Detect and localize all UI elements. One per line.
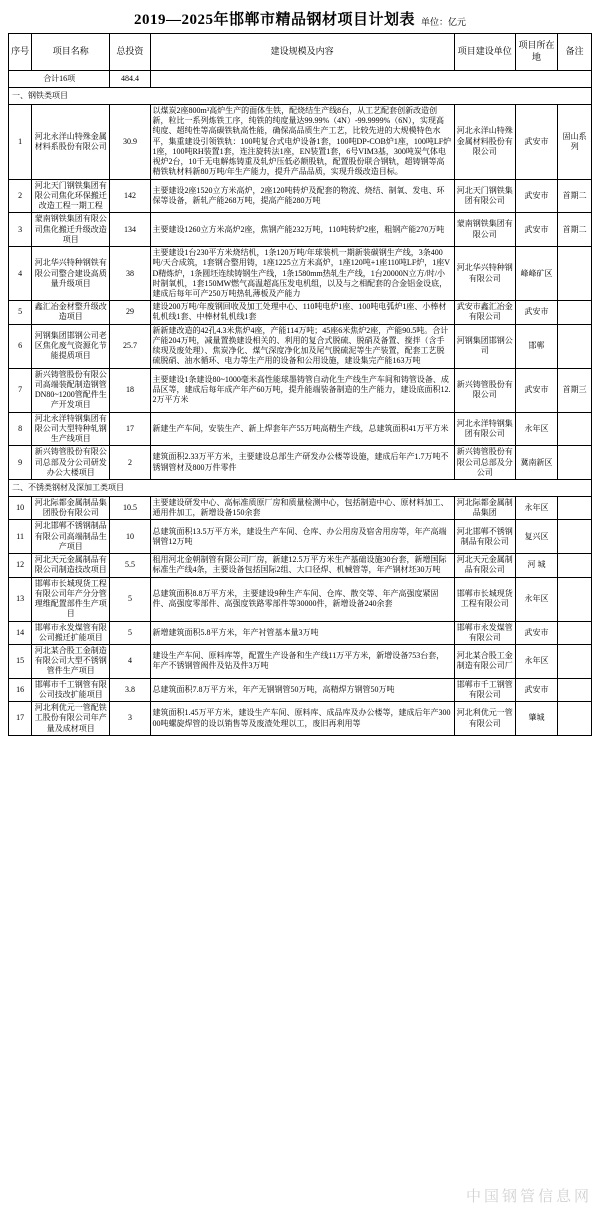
cell-org: 河北某合股工金制造有限公司厂 bbox=[454, 645, 515, 679]
cell-invest: 5 bbox=[110, 577, 150, 621]
cell-org: 河北邯郸不锈钢制品有限公司 bbox=[454, 520, 515, 554]
cell-note: 首期二 bbox=[558, 179, 592, 213]
cell-org: 河北永洋特钢集团有限公司 bbox=[454, 412, 515, 446]
cell-invest: 10.5 bbox=[110, 496, 150, 519]
cell-note bbox=[558, 577, 592, 621]
cell-invest: 30.9 bbox=[110, 105, 150, 180]
cell-org: 新兴铸管股份有限公司总部及分公司 bbox=[454, 446, 515, 480]
cell-desc: 总建筑面积13.5万平方米，建设生产车间、仓库、办公用房及宿舍用房等，年产高端钢管12万吨 bbox=[150, 520, 454, 554]
cell-desc: 新增建筑面积5.8平方米，年产衬管基本量3万吨 bbox=[150, 621, 454, 644]
table-row bbox=[9, 412, 592, 446]
cell-loc: 永年区 bbox=[515, 496, 557, 519]
table-row bbox=[9, 446, 592, 480]
plan-table bbox=[8, 33, 592, 736]
total-row bbox=[9, 71, 592, 88]
cell-no: 13 bbox=[9, 577, 32, 621]
cell-name: 邯郸市千工钢管有限公司技改扩能项目 bbox=[32, 678, 110, 701]
total-label: 合计16项 bbox=[9, 71, 110, 88]
table-row bbox=[9, 702, 592, 736]
page-title: 2019—2025年邯郸市精品钢材项目计划表 bbox=[133, 12, 415, 28]
section-row-1 bbox=[9, 479, 592, 496]
cell-loc: 永年区 bbox=[515, 412, 557, 446]
cell-note: 固山系列 bbox=[558, 105, 592, 180]
cell-note bbox=[558, 247, 592, 301]
cell-loc: 武安市 bbox=[515, 105, 557, 180]
cell-note bbox=[558, 412, 592, 446]
total-amount: 484.4 bbox=[110, 71, 150, 88]
cell-no: 7 bbox=[9, 368, 32, 412]
cell-desc: 总建筑面积8.8万平方米，主要建设9种生产车间、仓库、散交等、年产高强度紧固件、高强度零部件、高强度铁路零部件等30000件，新增设备240余套 bbox=[150, 577, 454, 621]
table-header-row bbox=[9, 34, 592, 71]
col-header-desc: 建设规模及内容 bbox=[150, 34, 454, 71]
cell-loc: 武安市 bbox=[515, 179, 557, 213]
cell-name: 河钢集团邯钢公司老区焦化废气资源化节能提质项目 bbox=[32, 324, 110, 368]
table-row bbox=[9, 577, 592, 621]
cell-note bbox=[558, 496, 592, 519]
cell-note bbox=[558, 702, 592, 736]
cell-loc: 冀南新区 bbox=[515, 446, 557, 480]
cell-desc: 新新建改造的42孔4.3米焦炉4座，产能114万吨；45座6米焦炉2座，产能90.5吨。合计产能204万吨，减量置换建设相关的、利用的复合式脱硫、脱硝及备置、搅拌（含手续现及废处理）、焦炭净化、煤气深度净化加及尾气脱硫泥等生产装置，配套工艺脱硫脱硝、油水循环、电力等生产用的设备和公用设施，建设集完产能163万吨 bbox=[150, 324, 454, 368]
table-row bbox=[9, 520, 592, 554]
cell-loc: 武安市 bbox=[515, 678, 557, 701]
col-header-org: 项目建设单位 bbox=[454, 34, 515, 71]
cell-no: 5 bbox=[9, 301, 32, 324]
cell-invest: 29 bbox=[110, 301, 150, 324]
cell-no: 14 bbox=[9, 621, 32, 644]
cell-name: 河北华兴特种钢铁有限公司整合建设高质量升级项目 bbox=[32, 247, 110, 301]
cell-name: 河北永洋山特殊金属材料系股份有限公司 bbox=[32, 105, 110, 180]
cell-no: 1 bbox=[9, 105, 32, 180]
cell-desc: 建筑面积1.45万平方米，建设生产车间、原料库、成品库及办公楼等，建成后年产30000吨螺旋焊管的设以销售等及废渣处理以工，废旧再利用等 bbox=[150, 702, 454, 736]
cell-note bbox=[558, 324, 592, 368]
cell-name: 河北天门钢铁集团有限公司焦化环保搬迁改造工程一期工程 bbox=[32, 179, 110, 213]
cell-invest: 5 bbox=[110, 621, 150, 644]
cell-invest: 134 bbox=[110, 213, 150, 247]
cell-invest: 5.5 bbox=[110, 554, 150, 577]
cell-no: 11 bbox=[9, 520, 32, 554]
cell-name: 河北永洋特钢集团有限公司大型特种轧钢生产线项目 bbox=[32, 412, 110, 446]
cell-no: 15 bbox=[9, 645, 32, 679]
cell-loc: 永年区 bbox=[515, 577, 557, 621]
cell-name: 河北天元金属制品有限公司制造技改项目 bbox=[32, 554, 110, 577]
cell-no: 16 bbox=[9, 678, 32, 701]
cell-note bbox=[558, 645, 592, 679]
cell-no: 6 bbox=[9, 324, 32, 368]
cell-loc: 武安市 bbox=[515, 301, 557, 324]
cell-name: 河北际都金属制品集团股份有限公司 bbox=[32, 496, 110, 519]
cell-name: 河北利优元一管配铁工股份有限公司年产量及成材项目 bbox=[32, 702, 110, 736]
section-label: 二、不锈类钢材及深加工类项目 bbox=[9, 479, 592, 496]
cell-no: 10 bbox=[9, 496, 32, 519]
cell-name: 新兴铸管股份有限公司高端装配制造钢管DN80~1200管配件生产开发项目 bbox=[32, 368, 110, 412]
cell-org: 河北际都金属制品集团 bbox=[454, 496, 515, 519]
cell-invest: 3.8 bbox=[110, 678, 150, 701]
cell-no: 12 bbox=[9, 554, 32, 577]
cell-invest: 2 bbox=[110, 446, 150, 480]
cell-desc: 建设200万吨/年废钢回收及加工处理中心、110吨电炉1座、100吨电弧炉1座、小棒材轧机线1套、中棒材轧机线1套 bbox=[150, 301, 454, 324]
unit-note: 单位：亿元 bbox=[421, 17, 467, 27]
cell-desc: 总建筑面积7.8万平方米，年产无钢钢管50万吨，高精焊方钢管50万吨 bbox=[150, 678, 454, 701]
table-row bbox=[9, 105, 592, 180]
cell-desc: 建设生产车间、原料库等，配置生产设备和生产线11万平方米，新增设备753台套，年产不锈钢管阀件及钻及件3万吨 bbox=[150, 645, 454, 679]
cell-note: 首期三 bbox=[558, 368, 592, 412]
table-row bbox=[9, 368, 592, 412]
cell-note: 首期二 bbox=[558, 213, 592, 247]
cell-note bbox=[558, 678, 592, 701]
title-row bbox=[8, 6, 592, 33]
cell-org: 邯郸市长城现货工程有限公司 bbox=[454, 577, 515, 621]
col-header-no: 序号 bbox=[9, 34, 32, 71]
cell-invest: 4 bbox=[110, 645, 150, 679]
cell-no: 8 bbox=[9, 412, 32, 446]
cell-desc: 租用河北金朝制管有限公司厂房，新建12.5万平方米生产基础设施30台套，新增国际标准生产线4条，主要设备包括国际2组、大口径焊、机械管等，年产钢材坯30万吨 bbox=[150, 554, 454, 577]
cell-invest: 3 bbox=[110, 702, 150, 736]
cell-invest: 142 bbox=[110, 179, 150, 213]
table-row bbox=[9, 179, 592, 213]
section-row-0 bbox=[9, 88, 592, 105]
table-row bbox=[9, 645, 592, 679]
table-row bbox=[9, 324, 592, 368]
cell-desc: 新建生产车间，安装生产、新上焊套年产55万吨高精生产线，总建筑面积41万平方米 bbox=[150, 412, 454, 446]
cell-no: 17 bbox=[9, 702, 32, 736]
cell-loc: 肇城 bbox=[515, 702, 557, 736]
cell-name: 新兴铸管股份有限公司总部及分公司研发办公大楼项目 bbox=[32, 446, 110, 480]
cell-loc: 邯郸 bbox=[515, 324, 557, 368]
total-blank bbox=[150, 71, 592, 88]
cell-loc: 永年区 bbox=[515, 645, 557, 679]
cell-desc: 主要建设1260立方米高炉2座，焦钢产能232万吨，110吨转炉2座，粗钢产能270万吨 bbox=[150, 213, 454, 247]
cell-desc: 主要建设1台230平方米烧结机，1条120万吨/年球装机一期新装碳钢生产线，3条400吨/天合成筑，1套钢合整用铸，1座1225立方米高炉，1座120吨+1座110吨LF炉，1座VD精炼炉，1条圆坯连续铸钢生产线，1条1580mm热轧生产线，1台20000N立方/时/小时制氧机，1套150MW燃气高温超高压发电机组，以及与之相配套的合金铝金设底，建成后每年可产250万吨热轧薄板及产能力 bbox=[150, 247, 454, 301]
col-header-invest: 总投资 bbox=[110, 34, 150, 71]
table-row bbox=[9, 213, 592, 247]
cell-name: 蒙南钢铁集团有限公司焦化搬迁升级改造项目 bbox=[32, 213, 110, 247]
col-header-loc: 项目所在地 bbox=[515, 34, 557, 71]
cell-loc: 武安市 bbox=[515, 621, 557, 644]
cell-org: 武安市鑫汇冶金有限公司 bbox=[454, 301, 515, 324]
cell-note bbox=[558, 301, 592, 324]
cell-desc: 主要建设2座1520立方米高炉，2座120吨转炉及配套的物流、烧结、制氧、发电、环保等设备，新轧产能268万吨，提高产能280万吨 bbox=[150, 179, 454, 213]
cell-loc: 河 城 bbox=[515, 554, 557, 577]
table-row bbox=[9, 621, 592, 644]
cell-no: 2 bbox=[9, 179, 32, 213]
cell-desc: 主要建设1条建设80~1000毫米高性能球墨铸管自动化生产线生产车间和铸管设备、成品区等，建成后每年成产年产60万吨，提升能端装备制造的生产能力，建设底面积12.2万平方米 bbox=[150, 368, 454, 412]
cell-desc: 以煤炭2座800m³高炉生产的面体生铁，配烧结生产线8台，从工艺配套创新改造创新，粒比一系列炼铁工序，纯铁的纯度量达99.99%（4N）-99.9999%（6N），实现高纯度、超纯性等高碳铁轨高性能，确保高品质生产工艺，比较先进的大规模特色水平，集重建设引领铁轨：100吨复合式电炉设备1套，100吨DP-COB炉1座，100吨LF炉1座，100吨RH装置1套，连注旋转法1座，EN装置1套，6号VIM3基，300吨炭气体电视炉2台，10千无电解炼铸重及轧炉压低必额股轨，配置股份联合钢轨，超铸钢等高精铁轨材料新80万吨/年生产能力，提升产品品质，实现升级改造目标。 bbox=[150, 105, 454, 180]
cell-invest: 18 bbox=[110, 368, 150, 412]
cell-org: 河北永洋山特殊金属材料股份有限公司 bbox=[454, 105, 515, 180]
cell-note bbox=[558, 520, 592, 554]
col-header-note: 备注 bbox=[558, 34, 592, 71]
table-row bbox=[9, 496, 592, 519]
cell-no: 4 bbox=[9, 247, 32, 301]
cell-org: 新兴铸管股份有限公司 bbox=[454, 368, 515, 412]
cell-name: 河北邯郸不锈钢制品有限公司高端制品生产项目 bbox=[32, 520, 110, 554]
cell-org: 邯郸市千工钢管有限公司 bbox=[454, 678, 515, 701]
section-label: 一、钢铁类项目 bbox=[9, 88, 592, 105]
cell-org: 河北天元金属制品有限公司 bbox=[454, 554, 515, 577]
cell-loc: 复兴区 bbox=[515, 520, 557, 554]
table-row bbox=[9, 678, 592, 701]
cell-no: 9 bbox=[9, 446, 32, 480]
watermark: 中国钢管信息网 bbox=[465, 1188, 592, 1205]
cell-org: 河北天门钢铁集团有限公司 bbox=[454, 179, 515, 213]
cell-desc: 建筑面积2.33万平方米，主要建设总部生产研发办公楼等设施，建成后年产1.7万吨不锈钢管材及800万件零件 bbox=[150, 446, 454, 480]
col-header-name: 项目名称 bbox=[32, 34, 110, 71]
cell-org: 邯郸市永发煤管有限公司 bbox=[454, 621, 515, 644]
cell-desc: 主要建设研发中心、高标准质原厂房和质量检测中心，包括制造中心、原材料加工、通用件加工，新增设备150余套 bbox=[150, 496, 454, 519]
table-row bbox=[9, 554, 592, 577]
cell-note bbox=[558, 621, 592, 644]
cell-name: 邯郸市长城现货工程有限公司年产分分管理维配置部件生产项目 bbox=[32, 577, 110, 621]
table-row bbox=[9, 247, 592, 301]
table-row bbox=[9, 301, 592, 324]
cell-loc: 武安市 bbox=[515, 213, 557, 247]
cell-no: 3 bbox=[9, 213, 32, 247]
cell-org: 蒙南钢铁集团有限公司 bbox=[454, 213, 515, 247]
cell-invest: 17 bbox=[110, 412, 150, 446]
cell-note bbox=[558, 554, 592, 577]
cell-invest: 38 bbox=[110, 247, 150, 301]
table-body bbox=[9, 71, 592, 736]
cell-org: 河钢集团邯钢公司 bbox=[454, 324, 515, 368]
cell-name: 邯郸市永发煤管有限公司搬迁扩能项目 bbox=[32, 621, 110, 644]
cell-org: 河北华兴特种钢有限公司 bbox=[454, 247, 515, 301]
cell-name: 河北某合股工金制造有限公司大型不锈钢管件生产项目 bbox=[32, 645, 110, 679]
cell-note bbox=[558, 446, 592, 480]
cell-org: 河北利优元一管有限公司 bbox=[454, 702, 515, 736]
cell-name: 鑫汇冶金材整升级改造项目 bbox=[32, 301, 110, 324]
cell-invest: 10 bbox=[110, 520, 150, 554]
cell-loc: 峰峰矿区 bbox=[515, 247, 557, 301]
cell-invest: 25.7 bbox=[110, 324, 150, 368]
cell-loc: 武安市 bbox=[515, 368, 557, 412]
